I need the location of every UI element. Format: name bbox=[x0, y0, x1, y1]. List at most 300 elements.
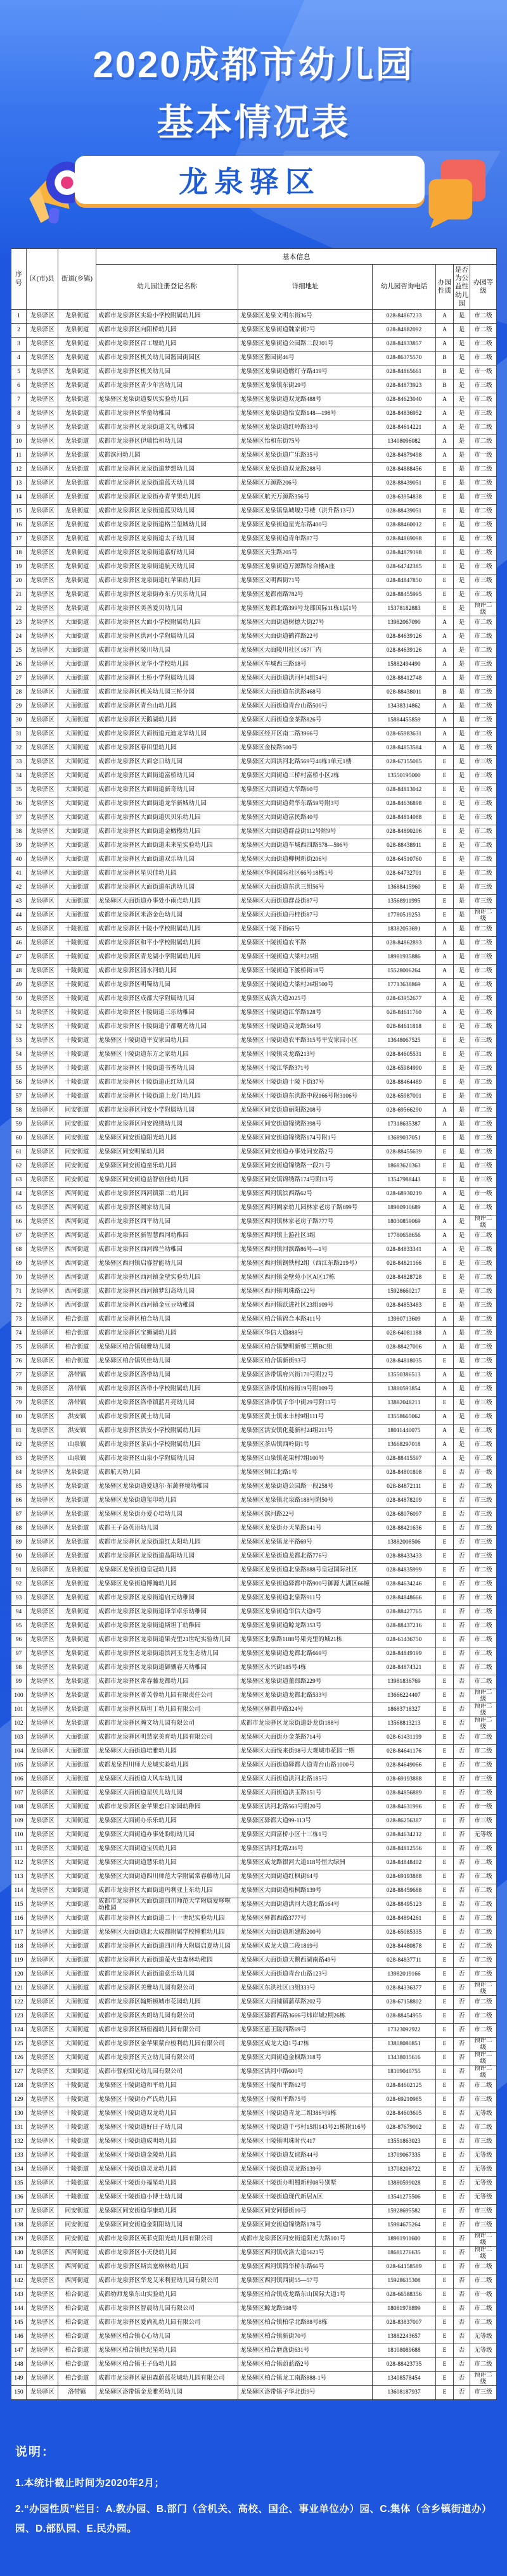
cell-district: 龙泉驿区 bbox=[27, 1174, 58, 1188]
cell-serial: 121 bbox=[11, 1982, 27, 1996]
table-row bbox=[11, 1870, 497, 1884]
table-row bbox=[11, 1745, 497, 1759]
cell-phone: 18011440075 bbox=[373, 1424, 436, 1438]
cell-district: 龙泉驿区 bbox=[27, 1285, 58, 1299]
cell-street: 洛带镇 bbox=[58, 1383, 96, 1397]
cell-public-welfare: 否 bbox=[454, 1884, 470, 1898]
cell-name: 成都市龙泉驿区龙华小学校幼儿园 bbox=[96, 658, 238, 672]
cell-phone: 028-84890206 bbox=[373, 825, 436, 839]
cell-serial: 124 bbox=[11, 2024, 27, 2038]
table-row bbox=[11, 853, 497, 867]
cell-grade: 市二级 bbox=[470, 1411, 497, 1424]
cell-district: 龙泉驿区 bbox=[27, 923, 58, 937]
cell-phone: 028-84611818 bbox=[373, 1020, 436, 1034]
cell-district: 龙泉驿区 bbox=[27, 1926, 58, 1940]
cell-district: 龙泉驿区 bbox=[27, 1480, 58, 1494]
cell-address: 龙泉驿区大面街道丹桂街87号 bbox=[238, 909, 373, 923]
cell-serial: 50 bbox=[11, 993, 27, 1006]
cell-serial: 117 bbox=[11, 1926, 27, 1940]
cell-street: 洛带镇 bbox=[58, 2386, 96, 2400]
cell-grade: 无等级 bbox=[470, 2107, 497, 2121]
cell-serial: 145 bbox=[11, 2316, 27, 2330]
table-row bbox=[11, 1480, 497, 1494]
cell-district: 龙泉驿区 bbox=[27, 477, 58, 491]
cell-address: 龙泉驿区文明西街71号 bbox=[238, 574, 373, 588]
cell-address: 龙泉驿区大面街道红枫街64号 bbox=[238, 1870, 373, 1884]
cell-district: 龙泉驿区 bbox=[27, 2247, 58, 2261]
cell-address: 成都市龙泉驿区龙泉街道卧龙街188号 bbox=[238, 1717, 373, 1731]
table-row bbox=[11, 2330, 497, 2344]
cell-street: 柏合街道 bbox=[58, 1341, 96, 1355]
table-row bbox=[11, 1592, 497, 1606]
cell-nature: E bbox=[436, 2149, 454, 2163]
cell-public-welfare: 否 bbox=[454, 2135, 470, 2149]
cell-address: 龙泉驿区洛带镇子华北街9号 bbox=[238, 2386, 373, 2400]
cell-district: 龙泉驿区 bbox=[27, 1006, 58, 1020]
table-row bbox=[11, 310, 497, 324]
cell-phone: 028-83837007 bbox=[373, 2316, 436, 2330]
cell-serial: 15 bbox=[11, 505, 27, 519]
cell-phone: 028-84631996 bbox=[373, 1801, 436, 1815]
cell-street: 十陵街道 bbox=[58, 923, 96, 937]
cell-street: 大面街道 bbox=[58, 1884, 96, 1898]
cell-name: 成都市龙泉驿区十陵街道书香幼儿园 bbox=[96, 1062, 238, 1076]
cell-address: 龙泉驿区大面街道富民路40号 bbox=[238, 811, 373, 825]
cell-district: 龙泉驿区 bbox=[27, 1703, 58, 1717]
cell-name: 成都市龙泉驿区天立幼儿园有限公司 bbox=[96, 2052, 238, 2065]
cell-name: 成都市龙泉驿区大面街道二十一世纪实验幼儿园 bbox=[96, 1912, 238, 1926]
table-row bbox=[11, 1341, 497, 1355]
cell-serial: 66 bbox=[11, 1215, 27, 1229]
table-row bbox=[11, 1020, 497, 1034]
cell-name: 成都市龙泉驿区十陵街道上龙门幼儿园 bbox=[96, 1090, 238, 1104]
cell-street: 龙泉街道 bbox=[58, 1717, 96, 1731]
cell-public-welfare: 是 bbox=[454, 1355, 470, 1369]
cell-name: 成都市龙泉驿区斯坦丁幼儿园有限公司 bbox=[96, 1703, 238, 1717]
cell-nature: E bbox=[436, 2121, 454, 2135]
cell-district: 龙泉驿区 bbox=[27, 1146, 58, 1160]
cell-phone: 13981836769 bbox=[373, 1675, 436, 1689]
cell-nature: A bbox=[436, 923, 454, 937]
cell-phone: 13550195000 bbox=[373, 770, 436, 784]
table-row bbox=[11, 1285, 497, 1299]
cell-district: 龙泉驿区 bbox=[27, 2288, 58, 2302]
table-row bbox=[11, 1829, 497, 1843]
cell-public-welfare: 否 bbox=[454, 1996, 470, 2010]
table-row bbox=[11, 1090, 497, 1104]
cell-grade: 市二级 bbox=[470, 1731, 497, 1745]
cell-public-welfare: 否 bbox=[454, 2038, 470, 2052]
cell-address: 龙泉驿区洛带镇子华中街29号附13号 bbox=[238, 1397, 373, 1411]
table-row bbox=[11, 993, 497, 1006]
cell-grade: 市二级 bbox=[470, 1313, 497, 1327]
cell-street: 西河街道 bbox=[58, 1299, 96, 1313]
cell-district: 龙泉驿区 bbox=[27, 1411, 58, 1424]
cell-public-welfare: 否 bbox=[454, 1689, 470, 1703]
cell-public-welfare: 是 bbox=[454, 407, 470, 421]
cell-address: 龙泉驿区龙泉街道燃灯寺路419号 bbox=[238, 365, 373, 379]
cell-phone: 028-61436750 bbox=[373, 1634, 436, 1647]
table-row bbox=[11, 1257, 497, 1271]
cell-public-welfare: 是 bbox=[454, 1090, 470, 1104]
cell-district: 龙泉驿区 bbox=[27, 491, 58, 505]
cell-address: 龙泉驿区十陵街道东洪路中段166号附3106号 bbox=[238, 1090, 373, 1104]
table-row bbox=[11, 1606, 497, 1620]
cell-serial: 8 bbox=[11, 407, 27, 421]
cell-address: 龙泉驿区十陵街道农平路315号平安家园小区 bbox=[238, 1034, 373, 1048]
cell-name: 龙泉驿区同安街道益智倍佳幼儿园 bbox=[96, 1174, 238, 1188]
cell-nature: E bbox=[436, 1801, 454, 1815]
cell-address: 龙泉驿区柏合镇黎明新邨三期BC组 bbox=[238, 1341, 373, 1355]
col-header-street: 街道(乡镇) bbox=[58, 249, 96, 310]
cell-public-welfare: 是 bbox=[454, 658, 470, 672]
cell-street: 同安街道 bbox=[58, 1132, 96, 1146]
cell-address: 龙泉驿区西河镇河滨路86号—1号 bbox=[238, 1243, 373, 1257]
cell-public-welfare: 否 bbox=[454, 2107, 470, 2121]
cell-nature: A bbox=[436, 324, 454, 338]
cell-district: 龙泉驿区 bbox=[27, 1522, 58, 1536]
cell-district: 龙泉驿区 bbox=[27, 1717, 58, 1731]
cell-district: 龙泉驿区 bbox=[27, 993, 58, 1006]
cell-name: 成都市龙泉驿区明蜀幼儿园 bbox=[96, 979, 238, 993]
cell-street: 龙泉街道 bbox=[58, 352, 96, 365]
cell-nature: E bbox=[436, 825, 454, 839]
cell-name: 成都市龙泉驿区龙泉街道启元幼稚园 bbox=[96, 1592, 238, 1606]
cell-grade: 市二级 bbox=[470, 937, 497, 951]
table-row bbox=[11, 979, 497, 993]
cell-nature: E bbox=[436, 505, 454, 519]
table-row bbox=[11, 1912, 497, 1926]
table-row bbox=[11, 825, 497, 839]
cell-grade: 市二级 bbox=[470, 923, 497, 937]
cell-name: 成都市龙泉驿区龙泉街道文礼幼稚园 bbox=[96, 421, 238, 435]
table-row bbox=[11, 1661, 497, 1675]
cell-grade: 无等级 bbox=[470, 2191, 497, 2205]
cell-nature: A bbox=[436, 1215, 454, 1229]
cell-serial: 98 bbox=[11, 1661, 27, 1675]
cell-district: 龙泉驿区 bbox=[27, 1870, 58, 1884]
cell-public-welfare: 是 bbox=[454, 338, 470, 352]
cell-serial: 72 bbox=[11, 1299, 27, 1313]
cell-nature: E bbox=[436, 1634, 454, 1647]
cell-district: 龙泉驿区 bbox=[27, 533, 58, 547]
table-row bbox=[11, 881, 497, 895]
cell-nature: E bbox=[436, 1285, 454, 1299]
cell-phone: 028-88455995 bbox=[373, 588, 436, 602]
table-row bbox=[11, 2316, 497, 2330]
cell-phone: 17780658656 bbox=[373, 1229, 436, 1243]
cell-phone: 028-69193888 bbox=[373, 1870, 436, 1884]
cell-nature: A bbox=[436, 951, 454, 965]
cell-district: 龙泉驿区 bbox=[27, 1048, 58, 1062]
cell-address: 龙泉驿区大面街道洪河大道北路164号 bbox=[238, 1898, 373, 1912]
cell-name: 龙泉驿区柏合镇王子岛幼儿园 bbox=[96, 2358, 238, 2372]
cell-street: 同安街道 bbox=[58, 2233, 96, 2247]
table-row bbox=[11, 2191, 497, 2205]
cell-name: 成都市龙泉驿区实验小学校附属幼儿园 bbox=[96, 310, 238, 324]
cell-street: 大面街道 bbox=[58, 1954, 96, 1968]
cell-nature: E bbox=[436, 1773, 454, 1787]
cell-public-welfare: 否 bbox=[454, 1982, 470, 1996]
cell-grade: 市二级 bbox=[470, 1843, 497, 1856]
cell-district: 龙泉驿区 bbox=[27, 1494, 58, 1508]
cell-grade: 市二级 bbox=[470, 965, 497, 979]
table-row bbox=[11, 1076, 497, 1090]
cell-district: 龙泉驿区 bbox=[27, 2261, 58, 2275]
cell-grade: 预评二级 bbox=[470, 1215, 497, 1229]
cell-street: 大面街道 bbox=[58, 797, 96, 811]
cell-name: 成都市龙泉驿区常春藤龙都幼儿园 bbox=[96, 1675, 238, 1689]
cell-address: 龙泉驿区龙泉街办天星路141号 bbox=[238, 1522, 373, 1536]
cell-phone: 028-88464489 bbox=[373, 1076, 436, 1090]
table-row bbox=[11, 338, 497, 352]
cell-nature: A bbox=[436, 1104, 454, 1118]
cell-address: 龙泉驿区万源路206号 bbox=[238, 477, 373, 491]
cell-phone: 028-84894261 bbox=[373, 1912, 436, 1926]
cell-name: 龙泉驿区十陵街道成明幼儿园 bbox=[96, 2135, 238, 2149]
cell-nature: E bbox=[436, 1160, 454, 1174]
cell-address: 龙泉驿区驿都大道99-113号 bbox=[238, 1815, 373, 1829]
cell-address: 龙泉驿区龙泉文明东街36号 bbox=[238, 310, 373, 324]
cell-name: 成都市龙泉驿区龙泉街道蓝天幼儿园 bbox=[96, 477, 238, 491]
cell-address: 龙泉驿区十陵镇灵龙路213号 bbox=[238, 1048, 373, 1062]
cell-serial: 84 bbox=[11, 1466, 27, 1480]
cell-address: 龙泉驿区十陵街道大梁村26组500号 bbox=[238, 979, 373, 993]
cell-street: 龙泉街道 bbox=[58, 1689, 96, 1703]
table-row bbox=[11, 1801, 497, 1815]
cell-grade: 市二级 bbox=[470, 1940, 497, 1954]
cell-name: 成都市龙泉驿区大面恋日幼儿园 bbox=[96, 756, 238, 770]
cell-public-welfare: 否 bbox=[454, 2261, 470, 2275]
cell-address: 龙泉驿区龙泉街道龙都北路669号 bbox=[238, 1647, 373, 1661]
cell-public-welfare: 否 bbox=[454, 2079, 470, 2093]
table-row bbox=[11, 1578, 497, 1592]
cell-phone: 028-88438911 bbox=[373, 839, 436, 853]
cell-street: 同安街道 bbox=[58, 1118, 96, 1132]
cell-district: 龙泉驿区 bbox=[27, 463, 58, 477]
cell-name: 成都市龙泉驿区陵川幼儿园 bbox=[96, 644, 238, 658]
cell-name: 龙泉驿区十陵街道金陵幼儿园 bbox=[96, 2149, 238, 2163]
cell-public-welfare: 否 bbox=[454, 2163, 470, 2177]
cell-public-welfare: 否 bbox=[454, 1898, 470, 1912]
cell-nature: E bbox=[436, 2386, 454, 2400]
cell-grade: 市三级 bbox=[470, 672, 497, 686]
cell-street: 大面街道 bbox=[58, 1801, 96, 1815]
cell-grade: 市一级 bbox=[470, 1188, 497, 1202]
cell-public-welfare: 否 bbox=[454, 1675, 470, 1689]
table-row bbox=[11, 2177, 497, 2191]
cell-name: 成都市龙泉驿区大面小学校附属幼儿园 bbox=[96, 616, 238, 630]
cell-district: 龙泉驿区 bbox=[27, 2121, 58, 2135]
cell-serial: 125 bbox=[11, 2038, 27, 2052]
cell-district: 龙泉驿区 bbox=[27, 895, 58, 909]
cell-name: 龙泉驿区龙泉街道玺印幼儿园 bbox=[96, 1494, 238, 1508]
cell-nature: E bbox=[436, 1731, 454, 1745]
cell-serial: 67 bbox=[11, 1229, 27, 1243]
cell-nature: E bbox=[436, 1271, 454, 1285]
cell-street: 大面街道 bbox=[58, 686, 96, 700]
cell-address: 龙泉驿区酱园街46号 bbox=[238, 352, 373, 365]
cell-serial: 54 bbox=[11, 1048, 27, 1062]
cell-district: 龙泉驿区 bbox=[27, 1104, 58, 1118]
cell-serial: 63 bbox=[11, 1174, 27, 1188]
cell-address: 龙泉驿区成龙路银河大道118号恒大绿洲 bbox=[238, 1856, 373, 1870]
table-row bbox=[11, 728, 497, 742]
cell-grade: 预评二级 bbox=[470, 909, 497, 923]
cell-public-welfare: 否 bbox=[454, 1661, 470, 1675]
table-row bbox=[11, 1856, 497, 1870]
cell-address: 龙泉驿区龙泉街道星光东路400号 bbox=[238, 519, 373, 533]
cell-name: 成都市龙泉驿区伊瑞怡和幼儿园 bbox=[96, 435, 238, 449]
cell-street: 大面街道 bbox=[58, 895, 96, 909]
cell-address: 龙泉驿区十陵街道灵龙路564号 bbox=[238, 1020, 373, 1034]
cell-address: 龙泉驿区怡和东街75号 bbox=[238, 435, 373, 449]
cell-street: 龙泉街道 bbox=[58, 407, 96, 421]
cell-address: 龙泉驿区龙泉街道公园路二段301号 bbox=[238, 338, 373, 352]
cell-serial: 85 bbox=[11, 1480, 27, 1494]
cell-serial: 127 bbox=[11, 2065, 27, 2079]
cell-street: 山泉镇 bbox=[58, 1438, 96, 1452]
cell-phone: 13880599028 bbox=[373, 2177, 436, 2191]
cell-district: 龙泉驿区 bbox=[27, 1034, 58, 1048]
cell-address: 龙泉驿区大面街道金茶路826号 bbox=[238, 714, 373, 728]
cell-address: 龙泉驿区同安街道办事处同安路2号 bbox=[238, 1146, 373, 1160]
cell-name: 成都滨河幼儿园 bbox=[96, 449, 238, 463]
cell-nature: A bbox=[436, 1313, 454, 1327]
table-row bbox=[11, 937, 497, 951]
cell-phone: 18081978899 bbox=[373, 2302, 436, 2316]
cell-grade: 市二级 bbox=[470, 1020, 497, 1034]
cell-street: 十陵街道 bbox=[58, 2093, 96, 2107]
cell-name: 成都市蓉府阳光幼儿园有限公司 bbox=[96, 2065, 238, 2079]
cell-serial: 119 bbox=[11, 1954, 27, 1968]
cell-public-welfare: 是 bbox=[454, 1104, 470, 1118]
cell-name: 龙泉驿区大面街办乐乐幼儿园 bbox=[96, 1815, 238, 1829]
cell-name: 成都市龙泉驿区春田里幼儿园 bbox=[96, 742, 238, 756]
cell-district: 龙泉驿区 bbox=[27, 1536, 58, 1550]
cell-grade: 市二级 bbox=[470, 1369, 497, 1383]
cell-phone: 028-84649066 bbox=[373, 1759, 436, 1773]
cell-grade: 市二级 bbox=[470, 393, 497, 407]
cell-phone: 028-88454955 bbox=[373, 2010, 436, 2024]
cell-grade: 市二级 bbox=[470, 2024, 497, 2038]
cell-address: 龙泉驿区龙都南路782号 bbox=[238, 588, 373, 602]
cell-street: 大面街道 bbox=[58, 2038, 96, 2052]
cell-name: 龙泉驿区大面街道慧乐幼儿园 bbox=[96, 1856, 238, 1870]
cell-public-welfare: 否 bbox=[454, 1550, 470, 1564]
cell-phone: 028-84847850 bbox=[373, 574, 436, 588]
table-row bbox=[11, 1202, 497, 1215]
table-row bbox=[11, 1313, 497, 1327]
cell-street: 十陵街道 bbox=[58, 2177, 96, 2191]
cell-district: 龙泉驿区 bbox=[27, 2191, 58, 2205]
cell-public-welfare: 是 bbox=[454, 1341, 470, 1355]
cell-name: 成都市龙泉驿区向阳桥幼儿园 bbox=[96, 324, 238, 338]
cell-address: 龙泉驿区西河镇林家老房子路777号 bbox=[238, 1215, 373, 1229]
cell-serial: 135 bbox=[11, 2177, 27, 2191]
cell-street: 大面街道 bbox=[58, 2065, 96, 2079]
cell-serial: 138 bbox=[11, 2219, 27, 2233]
cell-public-welfare: 否 bbox=[454, 2275, 470, 2288]
cell-phone: 13708208722 bbox=[373, 2163, 436, 2177]
cell-public-welfare: 否 bbox=[454, 2219, 470, 2233]
cell-district: 龙泉驿区 bbox=[27, 2302, 58, 2316]
cell-nature: E bbox=[436, 853, 454, 867]
cell-address: 龙泉驿区龙泉街道广乐路35号 bbox=[238, 449, 373, 463]
cell-public-welfare: 是 bbox=[454, 867, 470, 881]
cell-grade: 市三级 bbox=[470, 1536, 497, 1550]
cell-district: 龙泉驿区 bbox=[27, 1313, 58, 1327]
cell-grade: 市二级 bbox=[470, 519, 497, 533]
cell-serial: 115 bbox=[11, 1898, 27, 1912]
cell-nature: E bbox=[436, 1689, 454, 1703]
cell-serial: 128 bbox=[11, 2079, 27, 2093]
table-row bbox=[11, 1243, 497, 1257]
table-row bbox=[11, 1759, 497, 1773]
cell-address: 成都市龙泉驿区同安街道阳光大路101号 bbox=[238, 2233, 373, 2247]
cell-serial: 101 bbox=[11, 1703, 27, 1717]
cell-grade: 市二级 bbox=[470, 644, 497, 658]
cell-serial: 14 bbox=[11, 491, 27, 505]
cell-name: 龙泉驿区十陵街道好日子幼儿园 bbox=[96, 2121, 238, 2135]
cell-street: 龙泉街道 bbox=[58, 519, 96, 533]
cell-street: 龙泉街道 bbox=[58, 1578, 96, 1592]
cell-public-welfare: 是 bbox=[454, 310, 470, 324]
table-row bbox=[11, 1703, 497, 1717]
cell-public-welfare: 否 bbox=[454, 1745, 470, 1759]
cell-name: 成都航天幼儿园 bbox=[96, 1466, 238, 1480]
cell-district: 龙泉驿区 bbox=[27, 644, 58, 658]
cell-serial: 122 bbox=[11, 1996, 27, 2010]
cell-street: 柏合街道 bbox=[58, 2302, 96, 2316]
cell-public-welfare: 是 bbox=[454, 728, 470, 742]
cell-street: 龙泉街道 bbox=[58, 1592, 96, 1606]
cell-grade: 市二级 bbox=[470, 1438, 497, 1452]
cell-serial: 24 bbox=[11, 630, 27, 644]
cell-district: 龙泉驿区 bbox=[27, 1620, 58, 1634]
cell-district: 龙泉驿区 bbox=[27, 2205, 58, 2219]
cell-district: 龙泉驿区 bbox=[27, 1369, 58, 1383]
cell-nature: E bbox=[436, 784, 454, 797]
cell-public-welfare: 否 bbox=[454, 1870, 470, 1884]
cell-grade: 市二级 bbox=[470, 2079, 497, 2093]
cell-street: 龙泉街道 bbox=[58, 1536, 96, 1550]
cell-district: 龙泉驿区 bbox=[27, 2372, 58, 2386]
cell-serial: 25 bbox=[11, 644, 27, 658]
cell-district: 龙泉驿区 bbox=[27, 2344, 58, 2358]
cell-district: 龙泉驿区 bbox=[27, 853, 58, 867]
cell-phone: 028-84602125 bbox=[373, 2079, 436, 2093]
cell-district: 龙泉驿区 bbox=[27, 1299, 58, 1313]
cell-grade: 市二级 bbox=[470, 1090, 497, 1104]
cell-serial: 57 bbox=[11, 1090, 27, 1104]
cell-name: 成都市龙泉驿区茶店小学校附属幼儿园 bbox=[96, 1438, 238, 1452]
cell-public-welfare: 是 bbox=[454, 700, 470, 714]
cell-phone: 028-84835999 bbox=[373, 1564, 436, 1578]
cell-nature: A bbox=[436, 1006, 454, 1020]
cell-nature: E bbox=[436, 895, 454, 909]
cell-nature: A bbox=[436, 310, 454, 324]
cell-grade: 市二级 bbox=[470, 742, 497, 756]
cell-serial: 52 bbox=[11, 1020, 27, 1034]
cell-name: 成都市龙泉驿区清水河幼儿园 bbox=[96, 965, 238, 979]
cell-public-welfare: 是 bbox=[454, 1411, 470, 1424]
cell-public-welfare: 否 bbox=[454, 1466, 470, 1480]
cell-name: 成都市龙泉驿区洛带幼儿园 bbox=[96, 1369, 238, 1383]
table-row bbox=[11, 1884, 497, 1898]
cell-district: 龙泉驿区 bbox=[27, 811, 58, 825]
cell-address: 龙泉驿区成龙大道二段1819号 bbox=[238, 1940, 373, 1954]
